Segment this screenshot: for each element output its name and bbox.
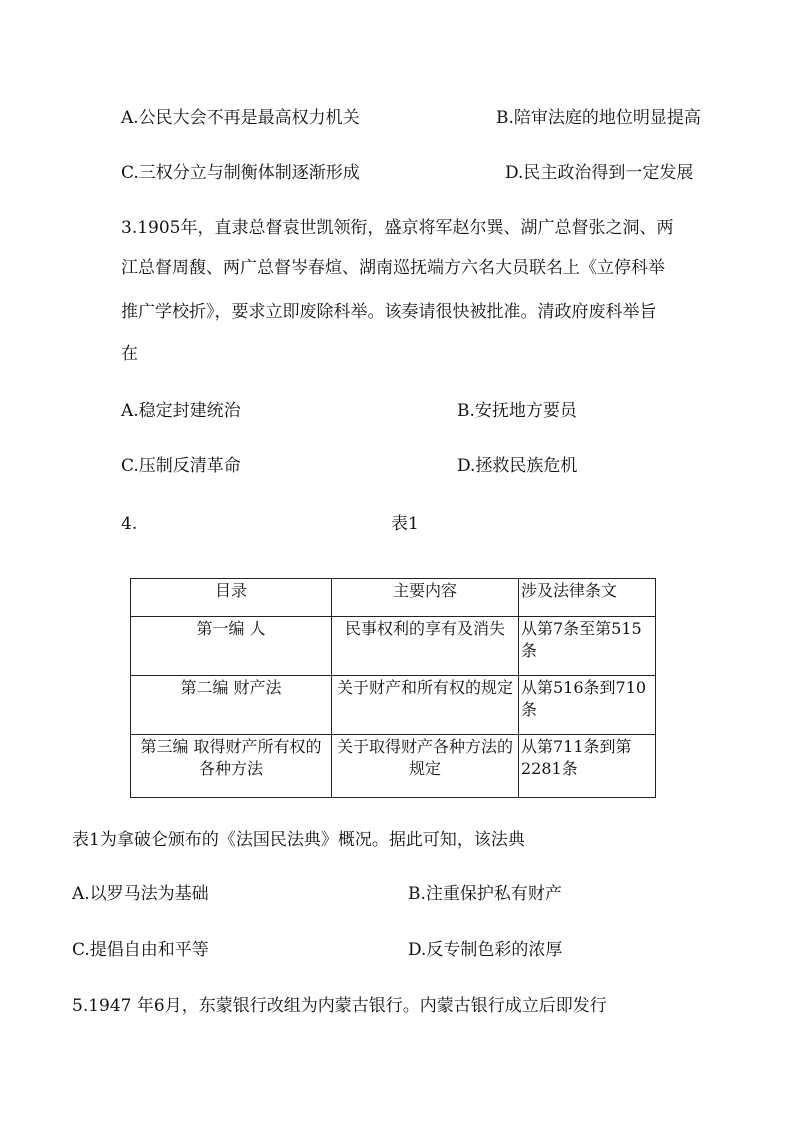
table-header-row <box>131 579 656 617</box>
q3-stem-line: 3.1905年，直隶总督袁世凯领衔，盛京将军赵尔巽、湖广总督张之洞、两 <box>121 218 674 238</box>
table-cell: 第一编 人 <box>131 617 332 676</box>
table-row <box>131 617 656 676</box>
q4-option-d: D.反专制色彩的浓厚 <box>408 940 563 960</box>
table-header-cell: 主要内容 <box>332 579 519 617</box>
civil-code-table <box>130 578 656 798</box>
q4-option-c: C.提倡自由和平等 <box>72 940 209 960</box>
table-header-cell: 目录 <box>131 579 332 617</box>
q3-option-b: B.安抚地方要员 <box>457 401 577 421</box>
q2-option-c: C.三权分立与制衡体制逐渐形成 <box>121 163 360 183</box>
q2-option-d: D.民主政治得到一定发展 <box>505 163 694 183</box>
q3-option-c: C.压制反清革命 <box>121 456 241 476</box>
q4-number: 4. <box>121 514 138 534</box>
q3-stem-line: 推广学校折》，要求立即废除科举。该奏请很快被批准。清政府废科举旨 <box>121 302 657 322</box>
q5-stem: 5.1947 年6月，东蒙银行改组为内蒙古银行。内蒙古银行成立后即发行 <box>72 996 607 1016</box>
table-row <box>131 676 656 735</box>
table-header-cell: 涉及法律条文 <box>519 579 656 617</box>
q3-stem-line: 江总督周馥、两广总督岑春煊、湖南巡抚端方六名大员联名上《立停科举 <box>121 258 665 278</box>
table-cell: 关于取得财产各种方法的规定 <box>332 735 519 798</box>
table-cell: 从第711条到第2281条 <box>519 735 656 798</box>
q2-option-b: B.陪审法庭的地位明显提高 <box>496 108 701 128</box>
q3-option-a: A.稳定封建统治 <box>121 401 241 421</box>
q3-option-d: D.拯救民族危机 <box>457 456 578 476</box>
table-cell: 第三编 取得财产所有权的各种方法 <box>131 735 332 798</box>
q2-option-a: A.公民大会不再是最高权力机关 <box>121 108 360 128</box>
q4-stem: 表1为拿破仑颁布的《法国民法典》概况。据此可知，该法典 <box>72 830 525 850</box>
table-cell: 第二编 财产法 <box>131 676 332 735</box>
q3-stem-line: 在 <box>121 344 138 364</box>
table-row <box>131 735 656 798</box>
table-title: 表1 <box>391 514 419 534</box>
q4-option-b: B.注重保护私有财产 <box>408 884 562 904</box>
table-cell: 民事权利的享有及消失 <box>332 617 519 676</box>
q4-option-a: A.以罗马法为基础 <box>72 884 209 904</box>
table-cell: 从第7条至第515条 <box>519 617 656 676</box>
table-cell: 从第516条到710条 <box>519 676 656 735</box>
table-cell: 关于财产和所有权的规定 <box>332 676 519 735</box>
